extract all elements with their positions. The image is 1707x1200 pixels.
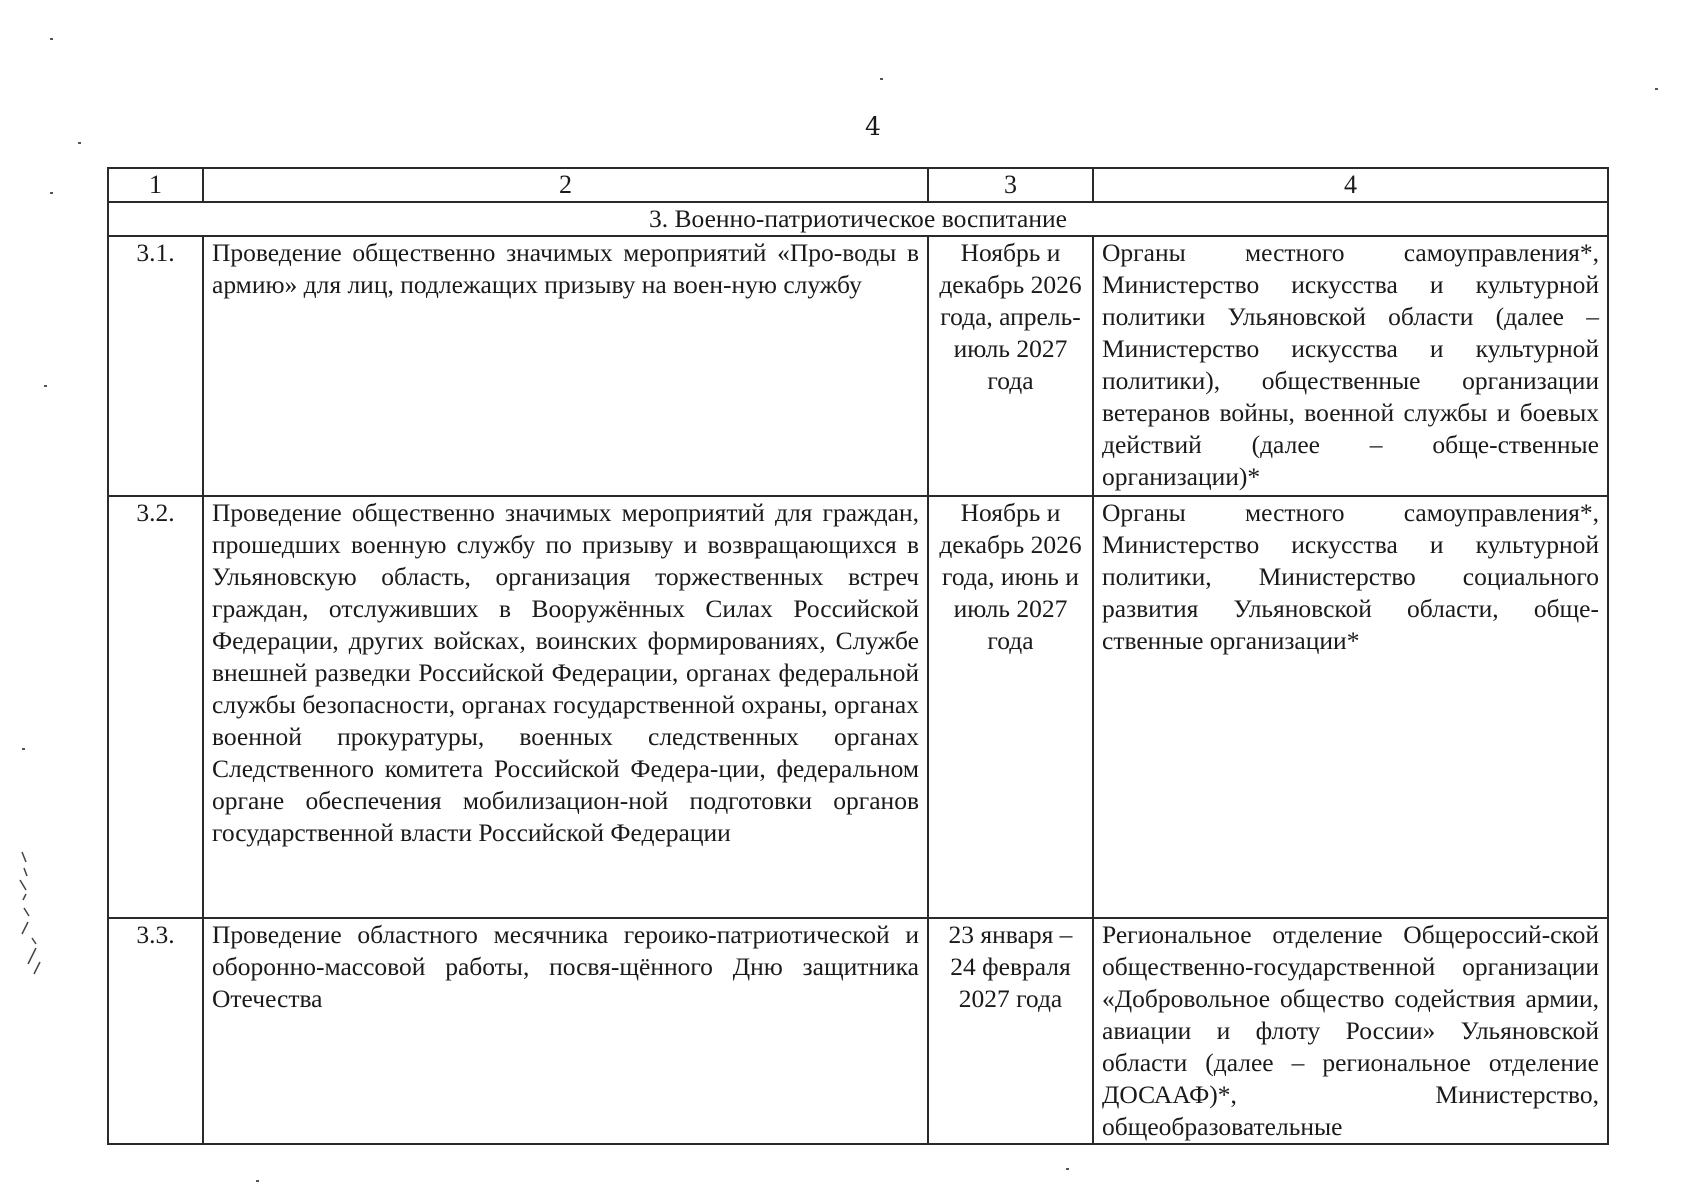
scan-speck <box>256 1180 259 1182</box>
scan-speck <box>44 385 47 387</box>
table-row <box>108 496 1608 918</box>
scan-speck <box>880 78 883 80</box>
dates-cell: Ноябрь и декабрь 2026 года, июнь и июль 2027 года <box>928 496 1093 918</box>
column-header-2: 2 <box>203 168 928 202</box>
table-header-row <box>108 168 1608 202</box>
column-header-4: 4 <box>1093 168 1608 202</box>
activity-cell: Проведение общественно значимых мероприятий для граждан, прошедших военную службу по призыву и возвращающихся в Ульяновскую область, организация торжественных встреч граждан, отслуживших в Вооружённых Силах Российской Федерации, других войсках, воинских формированиях, Службе внешней разведки Российской Федерации, органах федеральной службы безопасности, органах государственной охраны, органах военной прокуратуры, военных следственных органах Следственного комитета Российской Федера-ции, федеральном органе обеспечения мобилизацион-ной подготовки органов государственной власти Российской Федерации <box>203 496 928 918</box>
scan-speck <box>1655 88 1658 90</box>
row-number: 3.2. <box>108 496 203 918</box>
table-row <box>108 918 1608 1144</box>
table-row <box>108 236 1608 496</box>
responsible-cell: Органы местного самоуправления*, Министерство искусства и культурной политики Ульяновской области (далее – Министерство искусства и культурной политики), общественные организации ветеранов войны, военной службы и боевых действий (далее – обще-ственные организации)* <box>1093 236 1608 496</box>
scan-speck <box>22 748 25 750</box>
dates-cell: 23 января – 24 февраля 2027 года <box>928 918 1093 1144</box>
responsible-cell: Региональное отделение Общероссий-ской общественно-государственной организации «Добровольное общество содействия армии, авиации и флоту России» Ульяновской области (далее – региональное отделение ДОСААФ)*, Министерство, общеобразовательные <box>1093 918 1608 1144</box>
dates-cell: Ноябрь и декабрь 2026 года, апрель-июль 2027 года <box>928 236 1093 496</box>
activities-table <box>107 167 1609 1145</box>
page-number: 4 <box>865 112 881 141</box>
section-title: 3. Военно-патриотическое воспитание <box>108 202 1608 236</box>
scan-speck <box>50 38 53 40</box>
responsible-cell: Органы местного самоуправления*, Министерство искусства и культурной политики, Министерство социального развития Ульяновской области, обще-ственные организации* <box>1093 496 1608 918</box>
margin-scribble <box>14 850 50 990</box>
section-row <box>108 202 1608 236</box>
scan-speck <box>50 192 53 194</box>
activity-cell: Проведение общественно значимых мероприятий «Про-воды в армию» для лиц, подлежащих призыву на воен-ную службу <box>203 236 928 496</box>
row-number: 3.1. <box>108 236 203 496</box>
activity-cell: Проведение областного месячника героико-патриотической и оборонно-массовой работы, посвя-щённого Дню защитника Отечества <box>203 918 928 1144</box>
column-header-1: 1 <box>108 168 203 202</box>
row-number: 3.3. <box>108 918 203 1144</box>
scan-speck <box>78 142 81 144</box>
scan-speck <box>1066 1168 1069 1170</box>
column-header-3: 3 <box>928 168 1093 202</box>
